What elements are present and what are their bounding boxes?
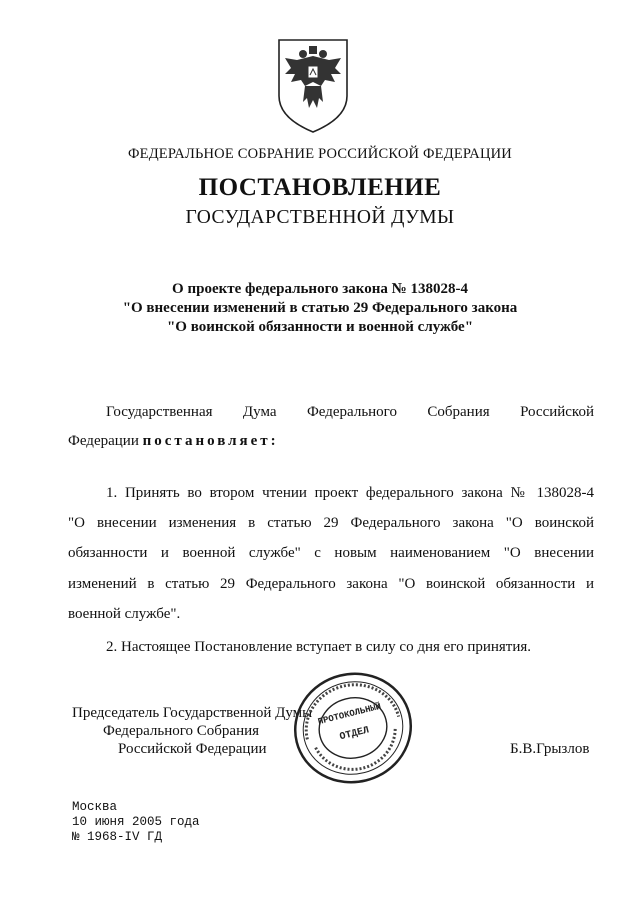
clause-1-line-4: изменений в статью 29 Федерального закона "О воинской обязанности и	[68, 576, 594, 592]
signatory-title-line-1: Председатель Государственной Думы	[72, 705, 313, 721]
subject-line-1: О проекте федерального закона № 138028-4	[172, 281, 468, 297]
stamp-ring-text: ПРОТОКОЛЬНЫЙ	[316, 701, 383, 728]
signatory-title-line-3: Российской Федерации	[118, 741, 267, 757]
signatory-name: Б.В.Грызлов	[510, 741, 590, 757]
clause-2: 2. Настоящее Постановление вступает в силу со дня его принятия.	[106, 639, 532, 655]
stamp-center-text: ОТДЕЛ	[338, 725, 371, 744]
preamble-line-1: Государственная Дума Федерального Собрания Российской	[106, 404, 594, 420]
clause-1-line-3: обязанности и военной службе" с новым наименованием "О внесении	[68, 545, 594, 561]
footer-date: 10 июня 2005 года	[72, 815, 200, 829]
official-stamp	[288, 668, 418, 788]
preamble-line-2	[68, 432, 594, 450]
footer-city: Москва	[72, 800, 118, 814]
footer-number: № 1968-IV ГД	[72, 830, 163, 844]
organization-heading: ФЕДЕРАЛЬНОЕ СОБРАНИЕ РОССИЙСКОЙ ФЕДЕРАЦИИ	[128, 146, 512, 162]
clause-1-line-2: "О внесении изменения в статью 29 Федерального закона "О воинской	[68, 515, 594, 531]
issuing-body-subtitle: ГОСУДАРСТВЕННОЙ ДУМЫ	[185, 207, 455, 228]
clause-1-line-1: 1. Принять во втором чтении проект федерального закона № 138028-4	[106, 485, 594, 501]
signatory-title-line-2: Федерального Собрания	[103, 723, 260, 739]
clause-1-line-5: военной службе".	[68, 606, 181, 622]
subject-line-2: "О внесении изменений в статью 29 Федерального закона	[122, 300, 518, 316]
document-type-title: ПОСТАНОВЛЕНИЕ	[198, 174, 442, 201]
coat-of-arms-emblem	[277, 38, 349, 134]
subject-line-3: "О воинской обязанности и военной службе"	[166, 319, 474, 335]
preamble-line-2-start: Федерации	[68, 433, 143, 449]
resolves-word: постановляет:	[142, 433, 279, 449]
